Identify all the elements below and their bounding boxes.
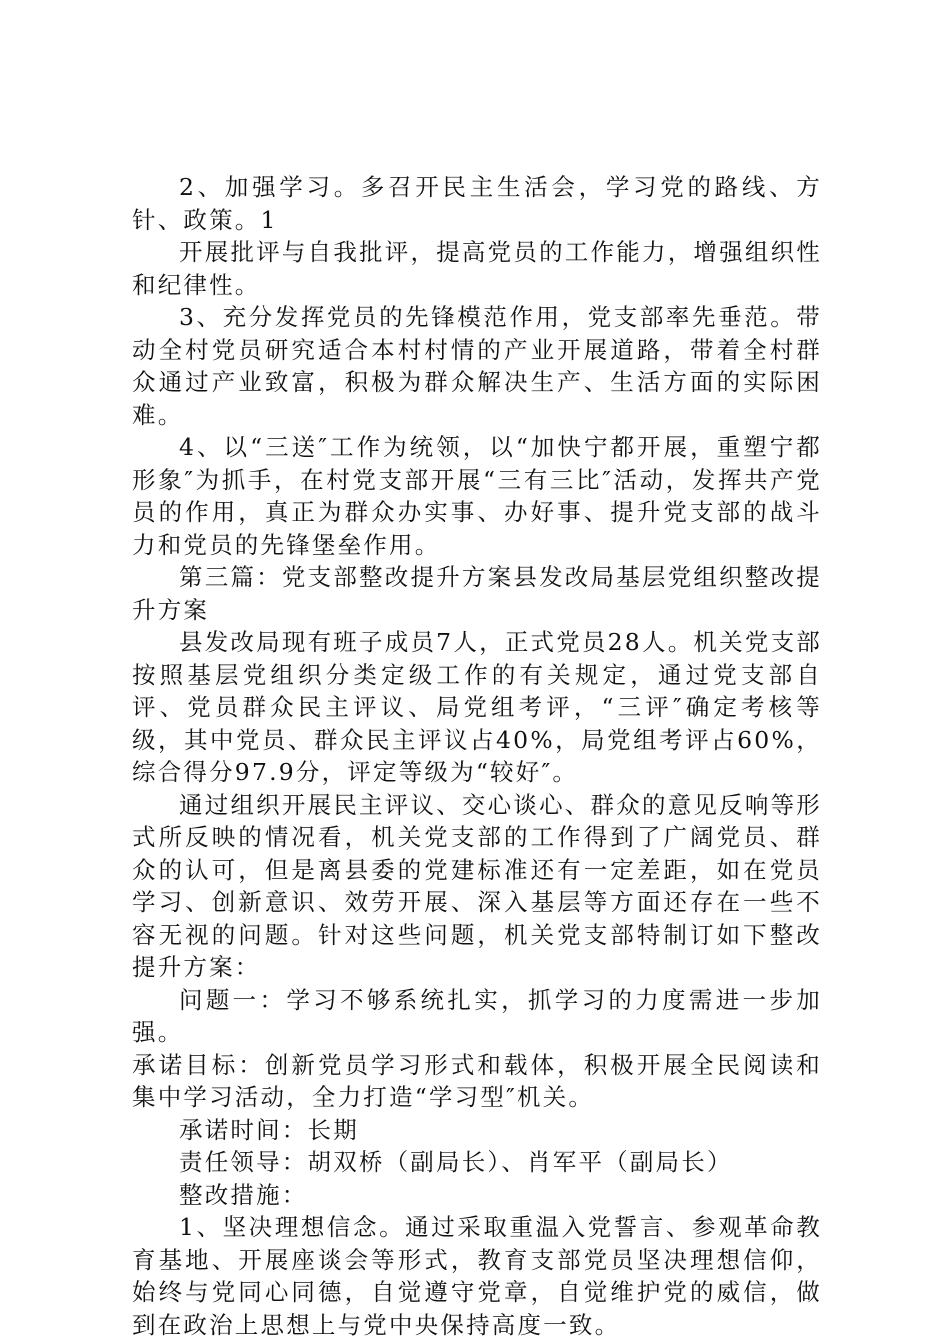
paragraph-responsible-leaders: 责任领导：胡双桥（副局长）、肖军平（副局长） [179,1148,733,1176]
paragraph-vanguard-role: 3、充分发挥党员的先锋模范作用，党支部率先垂范。带动全村党员研究适合本村村情的产业开展道路，带着全村群众通过产业致富，积极为群众解决生产、生活方面的实际困难。 [132,303,822,429]
paragraph-problem-one: 问题一：学习不够系统扎实，抓学习的力度需进一步加强。 [132,985,822,1046]
paragraph-bureau-overview: 县发改局现有班子成员7人，正式党员28人。机关党支部按照基层党组织分类定级工作的有关规定，通过党支部自评、党员群众民主评议、局党组考评，“三评″确定考核等级，其中党员、群众民主评议占40%，局党组考评占60%，综合得分97.9分，评定等级为“较好″。 [132,628,822,786]
paragraph-commitment-time: 承诺时间：长期 [179,1115,359,1144]
paragraph-criticism: 开展批评与自我批评，提高党员的工作能力，增强组织性和纪律性。 [132,238,822,299]
paragraph-evaluation-findings: 通过组织开展民主评议、交心谈心、群众的意见反响等形式所反映的情况看，机关党支部的工作得到了广阔党员、群众的认可，但是离县委的党建标准还有一定差距，如在党员学习、创新意识、效劳开展、深入基层等方面还存在一些不容无视的问题。针对这些问题，机关党支部特制订如下整改提升方案： [132,790,822,981]
paragraph-section-title: 第三篇：党支部整改提升方案县发改局基层党组织整改提升方案 [132,563,822,624]
paragraph-rectification-measures: 整改措施： [179,1180,308,1209]
paragraph-commitment-goal: 承诺目标：创新党员学习形式和载体，积极开展全民阅读和集中学习活动，全力打造“学习型″机关。 [132,1050,822,1111]
paragraph-three-sends: 4、以“三送″工作为统领，以“加快宁都开展，重塑宁都形象″为抓手，在村党支部开展“三有三比″活动，发挥共产党员的作用，真正为群众办实事、办好事、提升党支部的战斗力和党员的先锋堡垒作用。 [132,433,822,559]
paragraph-strengthen-study: 2、加强学习。多召开民主生活会，学习党的路线、方针、政策。1 [132,173,822,234]
document-body [132,171,822,1341]
paragraph-firm-ideals: 1、坚决理想信念。通过采取重温入党誓言、参观革命教育基地、开展座谈会等形式，教育支部党员坚决理想信仰，始终与党同心同德，自觉遵守党章，自觉维护党的威信，做到在政治上思想上与党中央保持高度一致。 [132,1213,822,1339]
